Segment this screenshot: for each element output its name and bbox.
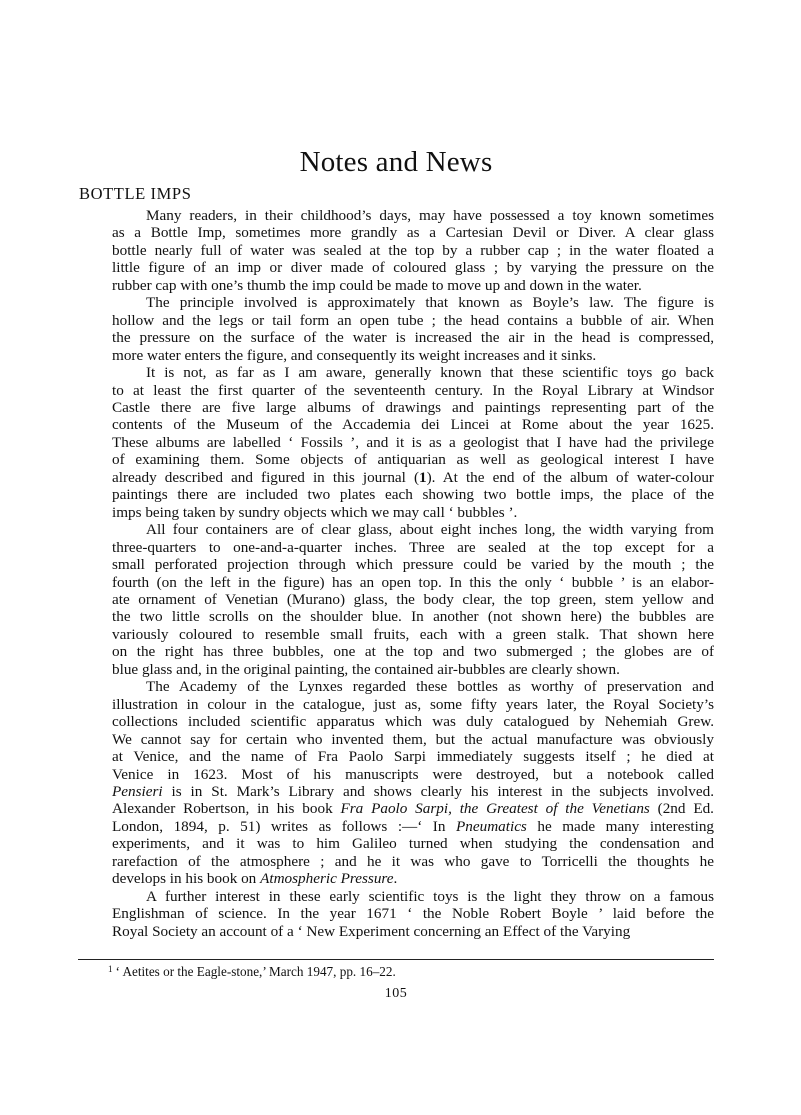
footnote-divider: [78, 959, 714, 960]
document-page: [78, 0, 714, 1115]
text-line: fourth (on the left in the figure) has an open top. In this the only ‘ bubble ’ is an elabor-: [112, 573, 714, 591]
text-line: to at least the first quarter of the seventeenth century. In the Royal Library at Windsor: [112, 381, 714, 399]
text-line: collections included scientific apparatus which was duly catalogued by Nehemiah Grew.: [112, 713, 714, 731]
text-line: hollow and the legs or tail form an open tube ; the head contains a bubble of air. When: [112, 311, 714, 329]
text-line: We cannot say for certain who invented them, but the actual manufacture was obviously: [112, 730, 714, 748]
text-line: imps being taken by sundry objects which we may call ‘ bubbles ’.: [112, 503, 518, 521]
paragraph: [78, 521, 714, 678]
footnote-marker: 1: [108, 964, 113, 974]
text-line: London, 1894, p. 51) writes as follows :—‘ In Pneumatics he made many interesting: [112, 817, 714, 835]
text-line: It is not, as far as I am aware, generally known that these scientific toys go back: [146, 364, 714, 382]
page-title: Notes and News: [299, 146, 493, 178]
text-line: as a Bottle Imp, sometimes more grandly as a Cartesian Devil or Diver. A clear glass: [112, 224, 714, 242]
text-line: rubber cap with one’s thumb the imp could be made to move up and down in the water.: [112, 276, 642, 294]
text-line: paintings there are included two plates each showing two bottle imps, the place of the: [112, 486, 714, 504]
paragraph: [78, 364, 714, 521]
text-line: bottle nearly full of water was sealed at the top by a rubber cap ; in the water floated a: [112, 241, 714, 259]
text-line: rarefaction of the atmosphere ; and he it was who gave to Torricelli the thoughts he: [112, 852, 714, 870]
text-line: Royal Society an account of a ‘ New Experiment concerning an Effect of the Varying: [112, 922, 631, 940]
text-line: All four containers are of clear glass, about eight inches long, the width varying from: [146, 521, 714, 539]
text-line: Venice in 1623. Most of his manuscripts were destroyed, but a notebook called: [112, 765, 714, 783]
text-line: the two little scrolls on the shoulder blue. In another (not shown here) the bubbles are: [112, 608, 714, 626]
paragraph: [78, 678, 714, 887]
paragraph: [78, 888, 714, 940]
paragraph: [78, 294, 714, 364]
page-number: 105: [384, 986, 408, 1001]
text-line: Englishman of science. In the year 1671 ‘ the Noble Robert Boyle ’ laid before the: [112, 905, 714, 923]
text-line: Pensieri is in St. Mark’s Library and shows clearly his interest in the subjects involved.: [112, 782, 714, 800]
text-line: variously coloured to resemble small fruits, each with a green stalk. That shown here: [112, 625, 714, 643]
text-line: The principle involved is approximately that known as Boyle’s law. The figure is: [146, 294, 714, 312]
text-line: Many readers, in their childhood’s days, may have possessed a toy known sometimes: [146, 207, 714, 224]
text-line: blue glass and, in the original painting, the contained air-bubbles are clearly shown.: [112, 660, 620, 678]
text-line: Alexander Robertson, in his book Fra Paolo Sarpi, the Greatest of the Venetians (2nd Ed.: [112, 800, 714, 818]
text-line: ate ornament of Venetian (Murano) glass, the body clear, the top green, stem yellow and: [112, 590, 714, 608]
text-line: develops in his book on Atmospheric Pressure.: [112, 870, 398, 888]
section-heading: BOTTLE IMPS: [79, 184, 192, 203]
text-line: experiments, and it was to him Galileo turned when studying the condensation and: [112, 835, 714, 853]
text-line: of examining them. Some objects of antiquarian as well as geological interest I have: [112, 451, 714, 469]
text-line: These albums are labelled ‘ Fossils ’, and it is as a geologist that I have had the privilege: [112, 433, 714, 451]
text-line: small perforated projection through which pressure could be varied by the mouth ; the: [112, 556, 714, 574]
text-line: A further interest in these early scientific toys is the light they throw on a famous: [146, 887, 714, 905]
text-line: on the right has three bubbles, one at the top and two submerged ; the globes are of: [112, 643, 714, 661]
text-line: already described and figured in this journal (1). At the end of the album of water-colour: [112, 468, 714, 486]
text-line: at Venice, and the name of Fra Paolo Sarpi immediately suggests itself ; he died at: [112, 748, 714, 766]
footnote-text: ‘ Aetites or the Eagle-stone,’ March 1947, pp. 16–22.: [115, 964, 396, 979]
text-line: more water enters the figure, and consequently its weight increases and it sinks.: [112, 346, 597, 364]
text-line: little figure of an imp or diver made of coloured glass ; by varying the pressure on the: [112, 259, 714, 277]
paragraph: [78, 207, 714, 294]
text-line: Castle there are five large albums of drawings and paintings representing part of the: [112, 398, 714, 416]
footnote: [108, 961, 396, 980]
article-body: [78, 207, 714, 940]
text-line: contents of the Museum of the Accademia dei Lincei at Rome about the year 1625.: [112, 416, 714, 434]
text-line: illustration in colour in the catalogue, just as, some fifty years later, the Royal Society’s: [112, 695, 714, 713]
text-line: The Academy of the Lynxes regarded these bottles as worthy of preservation and: [146, 678, 714, 696]
text-line: the pressure on the surface of the water is increased the air in the head is compressed,: [112, 329, 714, 347]
text-line: three-quarters to one-and-a-quarter inches. Three are sealed at the top except for a: [112, 538, 714, 556]
